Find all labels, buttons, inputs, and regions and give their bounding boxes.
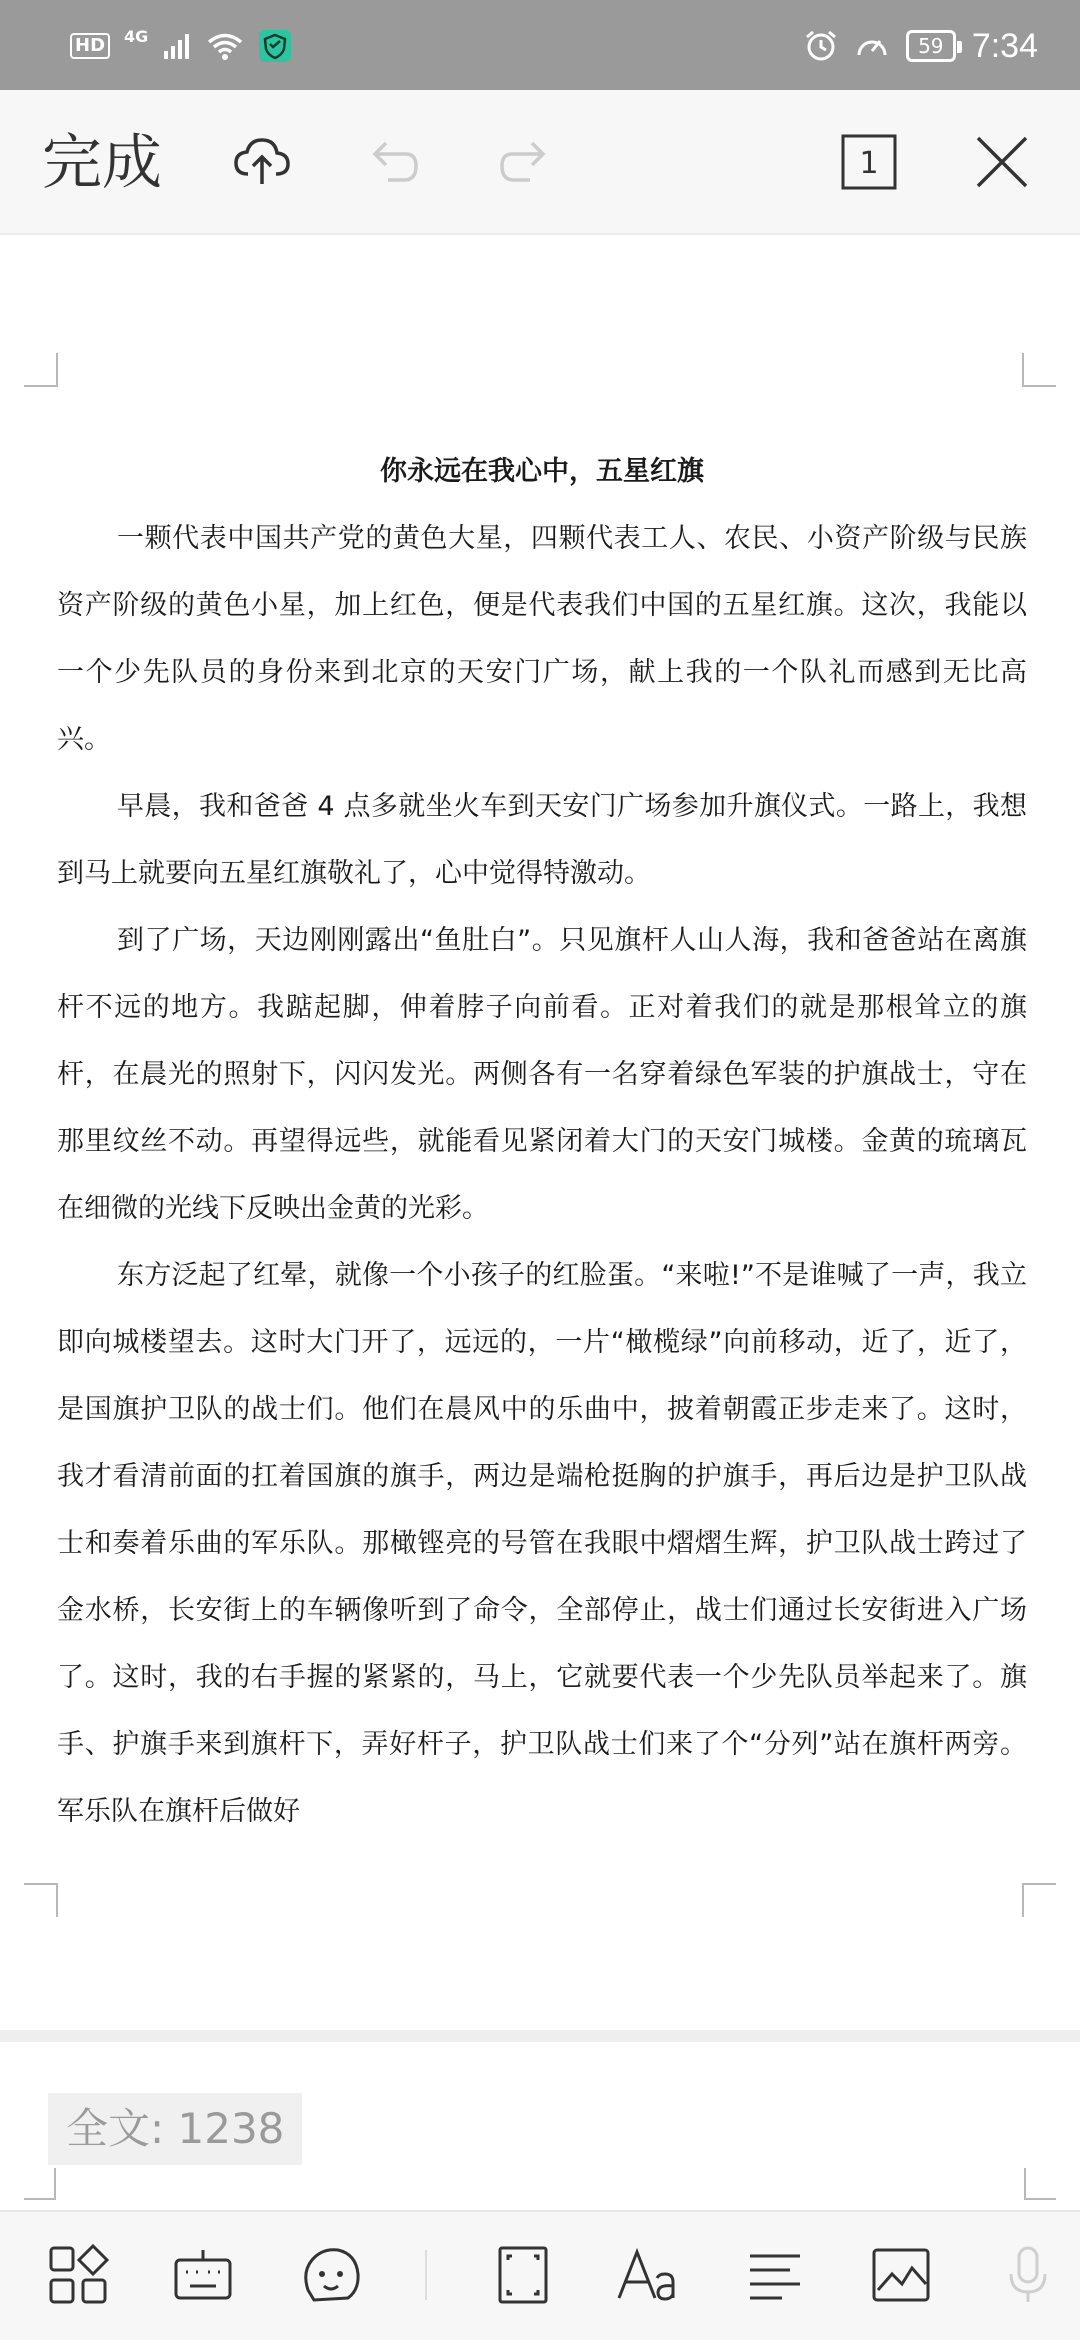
cloud-upload-icon[interactable] — [230, 130, 294, 194]
microphone-icon[interactable] — [995, 2242, 1061, 2308]
page-count-button[interactable] — [840, 133, 898, 191]
paragraph: 一颗代表中国共产党的黄色大星，四颗代表工人、农民、小资产阶级与民族资产阶级的黄色小星，加上红色，便是代表我们中国的五星红旗。这次，我能以一个少先队员的身份来到北京的天安门广场，献上我的一个队礼而感到无比高兴。 — [57, 523, 1027, 755]
done-button[interactable]: 完成 — [42, 128, 162, 198]
page-divider — [0, 2030, 1080, 2042]
paragraph: 到了广场，天边刚刚露出“鱼肚白”。只见旗杆人山人海，我和爸爸站在离旗杆不远的地方。我踮起脚，伸着脖子向前看。正对着我们的就是那根耸立的旗杆，在晨光的照射下，闪闪发光。两侧各有一名穿着绿色军装的护旗战士，守在那里纹丝不动。再望得远些，就能看见紧闭着大门的天安门城楼。金黄的琉璃瓦在细微的光线下反映出金黄的光彩。 — [57, 925, 1027, 1224]
status-right — [804, 20, 1038, 72]
insert-image-icon[interactable] — [868, 2242, 934, 2308]
page-corner-mark — [24, 353, 58, 387]
paragraph: 东方泛起了红晕，就像一个小孩子的红脸蛋。“来啦!”不是谁喊了一声，我立即向城楼望去。这时大门开了，远远的，一片“橄榄绿”向前移动，近了，近了，是国旗护卫队的战士们。他们在晨风中的乐曲中，披着朝霞正步走来了。这时，我才看清前面的扛着国旗的旗手，两边是端枪挺胸的护旗手，再后边是护卫队战士和奏着乐曲的军乐队。那橄铿亮的号管在我眼中熠熠生辉，护卫队战士跨过了金水桥，长安街上的车辆像听到了命令，全部停止，战士们通过长安街进入广场了。这时，我的右手握的紧紧的，马上，它就要代表一个少先队员举起来了。旗手、护旗手来到旗杆下，弄好杆子，护卫队战士们来了个“分列”站在旗杆两旁。军乐队在旗杆后做好 — [57, 1260, 1027, 1827]
word-count-badge: 全文: 1238 — [48, 2093, 302, 2165]
undo-icon[interactable] — [362, 130, 426, 194]
redo-icon[interactable] — [492, 130, 556, 194]
page-count-label: 1 — [859, 146, 879, 181]
network-type-label: 4G — [124, 26, 149, 46]
font-size-icon[interactable] — [615, 2242, 681, 2308]
assistant-face-icon[interactable] — [298, 2242, 364, 2308]
align-text-icon[interactable] — [742, 2242, 808, 2308]
apps-grid-icon[interactable] — [45, 2242, 111, 2308]
battery-indicator: 59 — [906, 30, 956, 62]
page-corner-mark — [24, 2168, 56, 2200]
page-corner-mark — [24, 1883, 58, 1917]
bottom-toolbar — [0, 2210, 1080, 2340]
clock-time: 7:34 — [971, 26, 1038, 65]
speed-gauge-icon — [854, 29, 890, 63]
status-left — [70, 24, 292, 68]
fullscreen-icon[interactable] — [490, 2242, 556, 2308]
page-corner-mark — [1024, 2168, 1056, 2200]
document-page[interactable] — [0, 235, 1080, 2035]
document-body[interactable] — [57, 455, 1027, 1845]
toolbar-separator — [425, 2250, 427, 2300]
close-icon[interactable] — [970, 130, 1034, 194]
page-corner-mark — [1022, 1883, 1056, 1917]
document-title: 你永远在我心中，五星红旗 — [380, 456, 704, 487]
shield-app-icon — [258, 29, 292, 63]
page-corner-mark — [1022, 353, 1056, 387]
status-bar — [0, 0, 1080, 90]
signal-icon — [162, 31, 192, 61]
paragraph: 早晨，我和爸爸 4 点多就坐火车到天安门广场参加升旗仪式。一路上，我想到马上就要向五星红旗敬礼了，心中觉得特激动。 — [57, 791, 1027, 889]
alarm-icon — [804, 29, 838, 63]
wifi-icon — [206, 31, 244, 61]
hd-badge: HD — [70, 33, 110, 59]
editor-toolbar — [0, 90, 1080, 235]
keyboard-icon[interactable] — [170, 2242, 236, 2308]
